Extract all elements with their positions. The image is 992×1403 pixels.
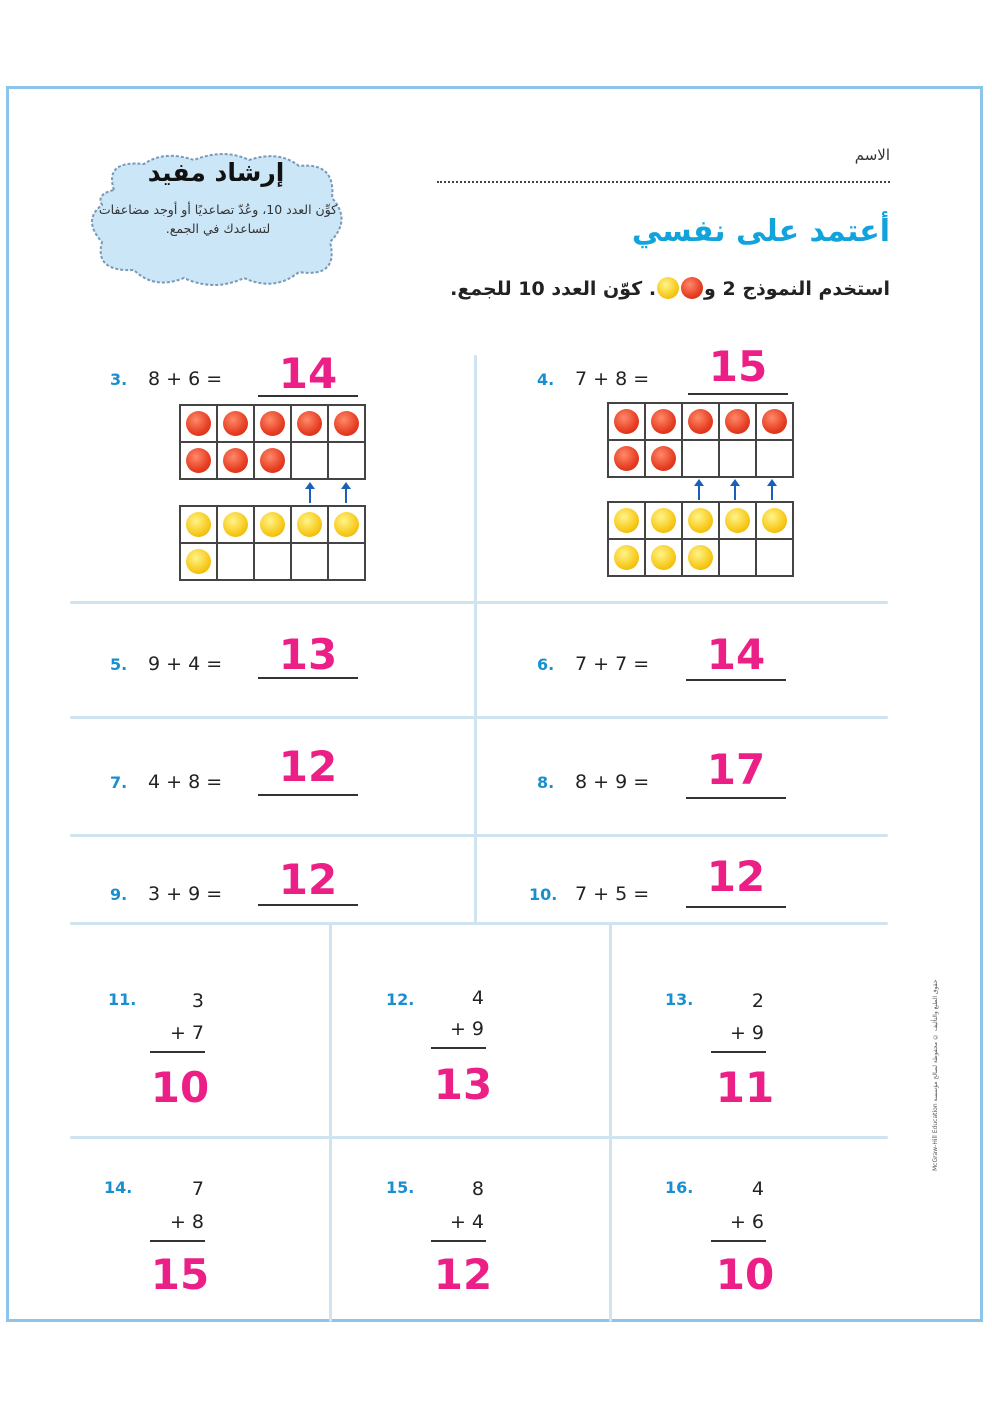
ten-frame-cell xyxy=(218,507,253,542)
yellow-counter-icon xyxy=(223,512,248,537)
answer-line[interactable] xyxy=(686,679,786,681)
ten-frame-cell xyxy=(181,406,216,441)
divider xyxy=(70,922,888,925)
red-counter-icon xyxy=(334,411,359,436)
addend-bottom: + 8 xyxy=(169,1211,204,1233)
answer: 12 xyxy=(278,742,338,791)
answer: 14 xyxy=(706,630,766,679)
addend-bottom: + 7 xyxy=(169,1022,204,1044)
divider xyxy=(70,1136,888,1139)
divider xyxy=(70,601,888,604)
ten-frame-cell xyxy=(181,507,216,542)
yellow-counter-icon xyxy=(657,277,679,299)
ten-frame-cell xyxy=(683,540,718,575)
addend-bottom: + 9 xyxy=(729,1022,764,1044)
ten-frame-yellow xyxy=(607,501,794,577)
addend-top: 2 xyxy=(751,990,764,1012)
answer: 12 xyxy=(278,855,338,904)
sum-line xyxy=(431,1240,486,1242)
ten-frame-cell xyxy=(292,544,327,579)
yellow-counter-icon xyxy=(260,512,285,537)
addend-top: 8 xyxy=(471,1178,484,1200)
yellow-counter-icon xyxy=(688,545,713,570)
red-counter-icon xyxy=(186,411,211,436)
addend-top: 4 xyxy=(471,987,484,1009)
divider-vertical xyxy=(609,922,612,1322)
ten-frame-cell xyxy=(646,404,681,439)
arrow-up-icon xyxy=(309,487,311,503)
red-counter-icon xyxy=(260,411,285,436)
problem-number: 14. xyxy=(104,1178,133,1197)
tip-text: كوِّن العدد 10، وعُدّ تصاعديًا أو أوجد مضاعفات لتساعدك في الجمع. xyxy=(98,202,338,236)
red-counter-icon xyxy=(260,448,285,473)
ten-frame-cell xyxy=(255,443,290,478)
ten-frame-cell xyxy=(292,406,327,441)
red-counter-icon xyxy=(681,277,703,299)
divider xyxy=(70,716,888,719)
problem-expression: 7 + 5 = xyxy=(575,883,650,905)
ten-frame-cell xyxy=(255,507,290,542)
ten-frame-cell xyxy=(329,406,364,441)
yellow-counter-icon xyxy=(614,508,639,533)
yellow-counter-icon xyxy=(688,508,713,533)
answer: 17 xyxy=(706,745,766,794)
red-counter-icon xyxy=(725,409,750,434)
red-counter-icon xyxy=(688,409,713,434)
yellow-counter-icon xyxy=(297,512,322,537)
problem-expression: 7 + 8 = xyxy=(575,368,650,390)
arrow-up-icon xyxy=(771,484,773,500)
problem-number: 4. xyxy=(537,370,555,389)
red-counter-icon xyxy=(223,448,248,473)
ten-frame-cell xyxy=(218,544,253,579)
problem-number: 7. xyxy=(110,773,128,792)
sum-line xyxy=(150,1240,205,1242)
problem-number: 16. xyxy=(665,1178,694,1197)
arrow-up-icon xyxy=(734,484,736,500)
answer: 11 xyxy=(715,1063,775,1112)
arrow-up-icon xyxy=(345,487,347,503)
answer: 15 xyxy=(150,1250,210,1299)
sum-line xyxy=(150,1051,205,1053)
ten-frame-cell xyxy=(720,540,755,575)
ten-frame-cell xyxy=(609,503,644,538)
ten-frame-cell xyxy=(720,503,755,538)
ten-frame-cell xyxy=(292,443,327,478)
ten-frame-cell xyxy=(720,404,755,439)
answer: 12 xyxy=(433,1250,493,1299)
problem-expression: 4 + 8 = xyxy=(148,771,223,793)
ten-frame-cell xyxy=(329,544,364,579)
problem-expression: 8 + 9 = xyxy=(575,771,650,793)
answer: 12 xyxy=(706,852,766,901)
ten-frame-cell xyxy=(720,441,755,476)
problem-expression: 3 + 9 = xyxy=(148,883,223,905)
problem-number: 13. xyxy=(665,990,694,1009)
ten-frame-cell xyxy=(646,441,681,476)
yellow-counter-icon xyxy=(725,508,750,533)
ten-frame-cell xyxy=(218,443,253,478)
problem-number: 11. xyxy=(108,990,137,1009)
red-counter-icon xyxy=(614,446,639,471)
red-counter-icon xyxy=(614,409,639,434)
sum-line xyxy=(431,1047,486,1049)
yellow-counter-icon xyxy=(651,545,676,570)
name-label: الاسم xyxy=(854,146,890,164)
problem-number: 12. xyxy=(386,990,415,1009)
answer-line[interactable] xyxy=(686,797,786,799)
page-title: أعتمد على نفسي xyxy=(631,214,890,249)
ten-frame-cell xyxy=(683,441,718,476)
name-input-line[interactable] xyxy=(437,181,890,183)
problem-number: 10. xyxy=(529,885,558,904)
problem-number: 5. xyxy=(110,655,128,674)
problem-number: 15. xyxy=(386,1178,415,1197)
divider xyxy=(70,834,888,837)
ten-frame-cell xyxy=(218,406,253,441)
ten-frame-cell xyxy=(609,404,644,439)
problem-expression: 7 + 7 = xyxy=(575,653,650,675)
ten-frame-cell xyxy=(646,503,681,538)
ten-frame-cell xyxy=(757,441,792,476)
answer: 14 xyxy=(278,349,338,398)
addend-top: 3 xyxy=(191,990,204,1012)
sum-line xyxy=(711,1240,766,1242)
arrow-up-icon xyxy=(698,484,700,500)
ten-frame-cell xyxy=(646,540,681,575)
ten-frame-cell xyxy=(255,406,290,441)
addend-bottom: + 9 xyxy=(449,1018,484,1040)
red-counter-icon xyxy=(186,448,211,473)
copyright-note: حقوق الطبع والتأليف © محفوظة لصالح مؤسسة McGraw-Hill Education xyxy=(932,980,939,1172)
ten-frame-cell xyxy=(329,507,364,542)
ten-frame-cell xyxy=(181,544,216,579)
yellow-counter-icon xyxy=(334,512,359,537)
yellow-counter-icon xyxy=(614,545,639,570)
yellow-counter-icon xyxy=(186,549,211,574)
answer-line[interactable] xyxy=(686,906,786,908)
divider-vertical xyxy=(329,922,332,1322)
answer-line[interactable] xyxy=(688,393,788,395)
answer-line[interactable] xyxy=(258,904,358,906)
answer: 10 xyxy=(715,1250,775,1299)
instruction-text-before: استخدم النموذج 2 و xyxy=(704,278,890,300)
problem-number: 9. xyxy=(110,885,128,904)
ten-frame-cell xyxy=(255,544,290,579)
divider-vertical xyxy=(474,355,477,925)
ten-frame-cell xyxy=(683,503,718,538)
yellow-counter-icon xyxy=(762,508,787,533)
ten-frame-cell xyxy=(757,540,792,575)
ten-frame-cell xyxy=(292,507,327,542)
ten-frame-cell xyxy=(181,443,216,478)
problem-expression: 9 + 4 = xyxy=(148,653,223,675)
ten-frame-red xyxy=(179,404,366,480)
problem-number: 3. xyxy=(110,370,128,389)
ten-frame-cell xyxy=(329,443,364,478)
problem-expression: 8 + 6 = xyxy=(148,368,223,390)
addend-bottom: + 6 xyxy=(729,1211,764,1233)
yellow-counter-icon xyxy=(651,508,676,533)
problem-number: 6. xyxy=(537,655,555,674)
ten-frame-cell xyxy=(757,404,792,439)
ten-frame-yellow xyxy=(179,505,366,581)
addend-top: 4 xyxy=(751,1178,764,1200)
red-counter-icon xyxy=(651,409,676,434)
answer: 13 xyxy=(433,1060,493,1109)
ten-frame-cell xyxy=(683,404,718,439)
answer-line[interactable] xyxy=(258,794,358,796)
red-counter-icon xyxy=(651,446,676,471)
sum-line xyxy=(711,1051,766,1053)
instruction xyxy=(360,277,890,300)
ten-frame-cell xyxy=(609,441,644,476)
instruction-text-after: . كوّن العدد 10 للجمع. xyxy=(450,278,657,300)
addend-top: 7 xyxy=(191,1178,204,1200)
red-counter-icon xyxy=(297,411,322,436)
problem-number: 8. xyxy=(537,773,555,792)
ten-frame-cell xyxy=(609,540,644,575)
yellow-counter-icon xyxy=(186,512,211,537)
ten-frame-cell xyxy=(757,503,792,538)
answer: 10 xyxy=(150,1063,210,1112)
red-counter-icon xyxy=(762,409,787,434)
answer: 13 xyxy=(278,630,338,679)
red-counter-icon xyxy=(223,411,248,436)
tip-title: إرشاد مفيد xyxy=(147,158,285,187)
ten-frame-red xyxy=(607,402,794,478)
answer: 15 xyxy=(708,342,768,391)
addend-bottom: + 4 xyxy=(449,1211,484,1233)
